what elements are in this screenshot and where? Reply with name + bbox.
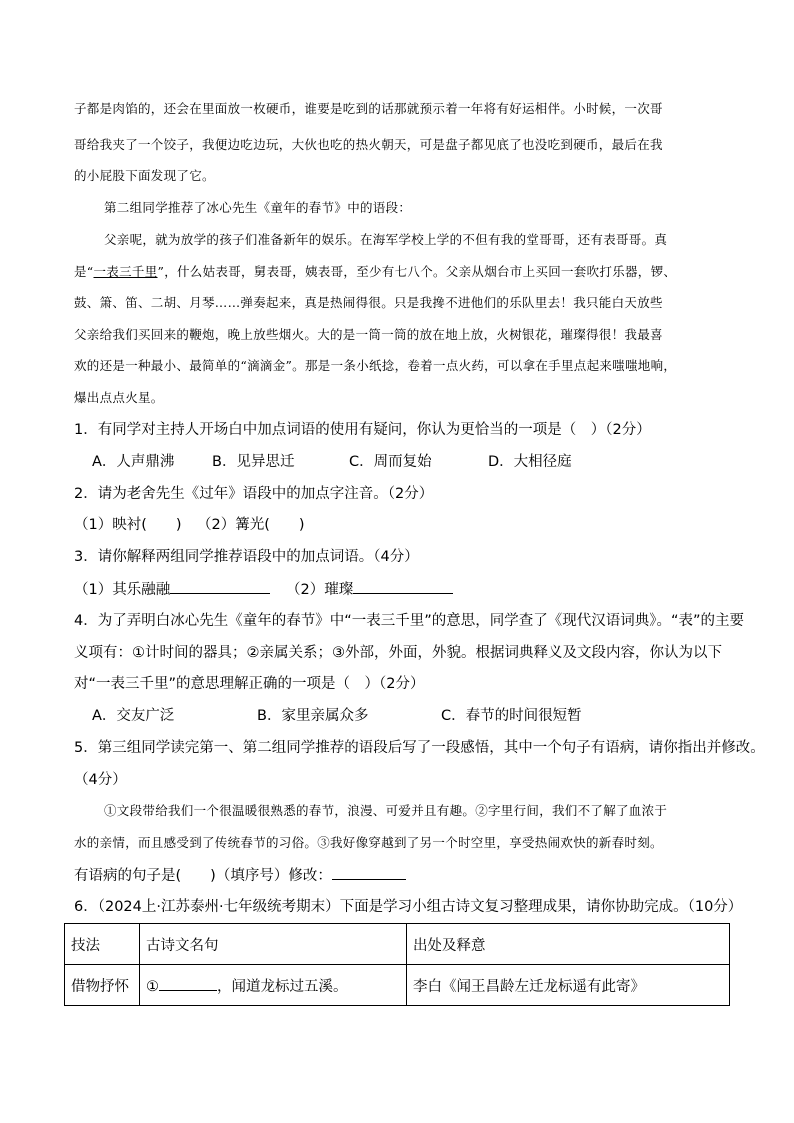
q1-option-c[interactable]: C．周而复始 [349,454,432,470]
question-1: 1．有同学对主持人开场白中加点词语的使用有疑问，你认为更恰当的一项是（ ）（2分） [74,422,651,438]
passage2-line4: 父亲给我们买回来的鞭炮，晚上放些烟火。大的是一筒一筒的放在地上放，火树银花，璀璨得很！我最喜 [74,327,663,342]
q4-option-a[interactable]: A．交友广泛 [92,708,175,724]
q3-answer-blank-1[interactable] [170,579,270,594]
question-5-line2: （4分） [74,772,127,788]
table-row [65,965,730,1006]
q1-option-d[interactable]: D．大相径庭 [488,454,572,470]
table-header-row [65,924,730,965]
table-cell-source: 李白《闻王昌龄左迁龙标遥有此寄》 [407,965,730,1006]
q5-answer-label: 有语病的句子是( )（填序号）修改： [74,868,332,884]
question-2: 2．请为老舍先生《过年》语段中的加点字注音。（2分） [74,486,434,502]
q4-option-c[interactable]: C．春节的时间很短暂 [441,708,582,724]
question-4-line1: 4．为了弄明白冰心先生《童年的春节》中“一表三千里”的意思，同学查了《现代汉语词典》。“表”的主要 [74,613,745,629]
passage1-line2: 哥给我夹了一个饺子，我便边吃边玩，大伙也吃的热火朝天，可是盘子都见底了也没吃到硬币，最后在我 [74,137,663,152]
q3-item-1 [74,579,270,600]
passage1-line1: 子都是肉馅的，还会在里面放一枚硬币，谁要是吃到的话那就预示着一年将有好运相伴。小时候，一次哥 [74,101,663,116]
q3-answer-blank-2[interactable] [353,579,453,594]
review-table [64,923,730,1006]
passage2-line3: 鼓、箫、笛、二胡、月琴……弹奏起来，真是热闹得很。只是我搀不进他们的乐队里去！我只能白天放些 [74,295,663,310]
q5-answer-line [74,865,406,886]
q5-paragraph-line1: ①文段带给我们一个很温暖很熟悉的春节，浪漫、可爱并且有趣。②字里行间，我们不了解了血浓于 [104,803,668,818]
passage2-text: 是“ [74,264,94,279]
table-cell-verse [140,965,407,1006]
verse-text: ，闻道龙标过五溪。 [217,978,348,995]
q2-item-2[interactable]: （2）篝光( ) [197,517,305,533]
passage2-line6: 爆出点点火星。 [74,390,164,405]
q1-option-a[interactable]: A．人声鼎沸 [92,454,175,470]
blank-number: ① [146,978,159,995]
question-3: 3．请你解释两组同学推荐语段中的加点词语。（4分） [74,549,419,565]
passage2-line2 [74,262,676,282]
q3-item-2 [286,579,453,600]
passage1-line3: 的小屁股下面发现了它。 [74,168,215,183]
table-header-technique: 技法 [65,924,140,965]
table-header-verse: 古诗文名句 [140,924,407,965]
q3-item-1-label: （1）其乐融融 [74,582,171,598]
q4-option-b[interactable]: B．家里亲属众多 [257,708,369,724]
passage2-text: ”，什么姑表哥，舅表哥，姨表哥，至少有七八个。父亲从烟台市上买回一套吹打乐器，锣、 [157,264,677,279]
intro-group2: 第二组同学推荐了冰心先生《童年的春节》中的语段： [104,200,412,215]
passage2-line5: 欢的还是一种最小、最简单的“滴滴金”。那是一条小纸捻，卷着一点火药，可以拿在手里点起来嗤嗤地响， [74,358,677,373]
question-4-line3: 对“一表三千里”的意思理解正确的一项是（ ）（2分） [74,676,425,692]
q5-correction-blank[interactable] [332,865,406,880]
table-cell-technique: 借物抒怀 [65,965,140,1006]
q3-item-2-label: （2）璀璨 [286,582,354,598]
q1-option-b[interactable]: B．见异思迁 [212,454,295,470]
question-6: 6．（2024上·江苏泰州·七年级统考期末）下面是学习小组古诗文复习整理成果，请你协助完成。（10分） [74,899,743,915]
table-header-source: 出处及释意 [407,924,730,965]
question-4-line2: 义项有：①计时间的器具；②亲属关系；③外部，外面，外貌。根据词典释义及文段内容，你认为以下 [74,645,722,661]
q2-item-1[interactable]: （1）映衬( ) [74,517,182,533]
verse-answer-blank[interactable] [159,976,217,991]
q5-paragraph-line2: 水的亲情，而且感受到了传统春节的习俗。③我好像穿越到了另一个时空里，享受热闹欢快的新春时刻。 [74,835,663,850]
passage2-line1: 父亲呢，就为放学的孩子们准备新年的娱乐。在海军学校上学的不但有我的堂哥哥，还有表哥哥。真 [104,232,668,247]
underlined-phrase: 一表三千里 [93,264,158,279]
question-5-line1: 5．第三组同学读完第一、第二组同学推荐的语段后写了一段感悟，其中一个句子有语病，请你指出并修改。 [74,740,765,756]
